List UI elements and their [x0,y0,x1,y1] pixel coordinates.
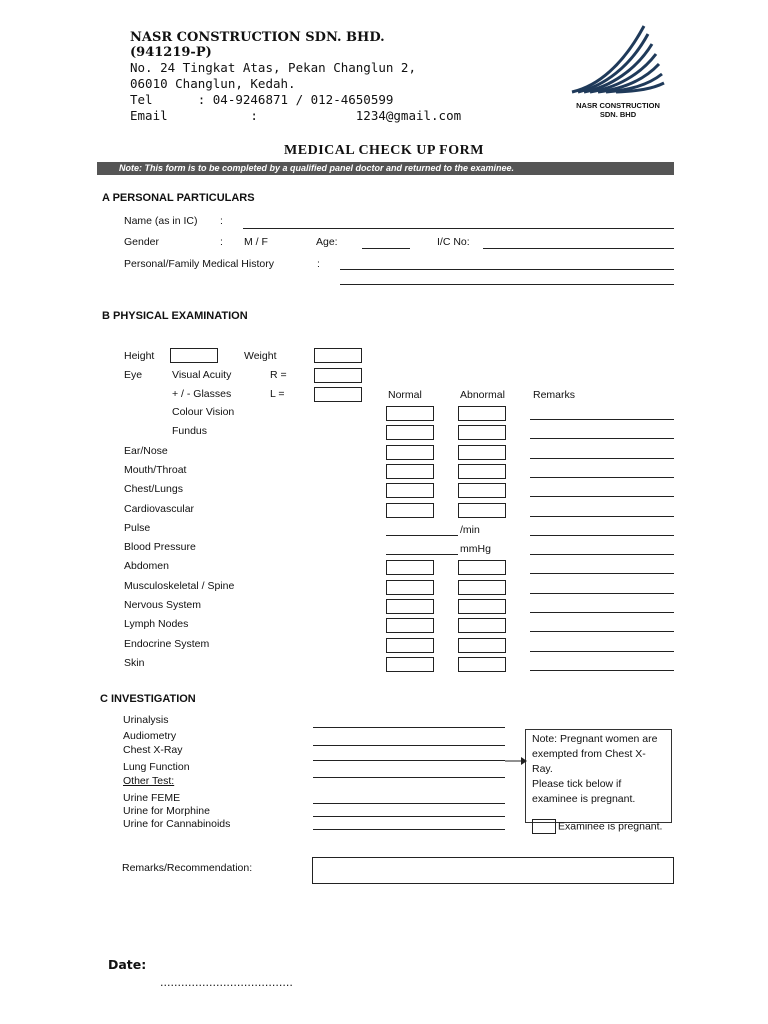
investigation-label: Urine for Morphine [123,805,210,817]
history-colon: : [317,258,320,270]
instruction-banner: Note: This form is to be completed by a qualified panel doctor and returned to the examinee. [97,162,674,175]
normal-box[interactable] [386,445,434,460]
abnormal-box[interactable] [458,580,506,595]
company-address [130,60,461,124]
normal-box[interactable] [386,599,434,614]
date-field[interactable]: ...................................... [160,976,293,989]
investigation-field[interactable] [313,816,505,817]
investigation-label: Urine FEME [123,792,181,804]
note-line: exempted from Chest X-Ray. [532,748,646,775]
age-label: Age: [316,236,338,248]
note-line: Please tick below if [532,778,622,790]
investigation-field[interactable] [313,727,505,728]
investigation-field[interactable] [313,760,505,761]
remarks-field[interactable] [530,593,674,594]
date-label: Date: [108,957,147,972]
remarks-label: Remarks/Recommendation: [122,862,253,874]
section-b-heading: B PHYSICAL EXAMINATION [102,310,248,322]
name-label: Name (as in IC) [124,215,198,227]
exam-row-label: Musculoskeletal / Spine [124,580,235,592]
right-eye-label: R = [270,369,287,381]
remarks-field[interactable] [530,535,674,536]
investigation-label: Lung Function [123,761,190,773]
investigation-field[interactable] [313,829,505,830]
left-eye-label: L = [270,388,285,400]
remarks-field[interactable] [530,516,674,517]
remarks-field[interactable] [530,554,674,555]
investigation-field[interactable] [313,777,505,778]
ic-label: I/C No: [437,236,470,248]
pregnant-row [532,819,665,834]
remarks-field[interactable] [530,458,674,459]
measure-unit: /min [460,524,480,536]
company-name: NASR CONSTRUCTION SDN. BHD. (941219-P) [130,30,385,60]
ic-field[interactable] [483,248,674,249]
name-colon: : [220,215,223,227]
history-label: Personal/Family Medical History [124,258,274,270]
telephone: Tel : 04-9246871 / 012-4650599 [130,92,394,107]
exam-row-label: Fundus [172,425,208,437]
email-partial: Email : 1234@gmail.com [130,108,462,123]
col-remarks: Remarks [533,389,576,401]
pregnant-checkbox[interactable] [532,819,556,834]
left-eye-box[interactable] [314,387,362,402]
normal-box[interactable] [386,580,434,595]
gender-label: Gender [124,236,160,248]
remarks-field[interactable] [530,573,674,574]
remarks-field[interactable] [530,631,674,632]
investigation-field[interactable] [313,745,505,746]
history-field-1[interactable] [340,269,674,270]
abnormal-box[interactable] [458,406,506,421]
height-box[interactable] [170,348,218,363]
visual-acuity-label: Visual Acuity [172,369,232,381]
name-field[interactable] [243,228,674,229]
exam-row-label: Pulse [124,522,151,534]
investigation-field[interactable] [313,803,505,804]
abnormal-box[interactable] [458,425,506,440]
exam-row-label: Ear/Nose [124,445,168,457]
measure-unit: mmHg [460,543,491,555]
investigation-label: Chest X-Ray [123,744,183,756]
normal-box[interactable] [386,464,434,479]
abnormal-box[interactable] [458,464,506,479]
address-line-1: No. 24 Tingkat Atas, Pekan Changlun 2, [130,60,416,75]
arrow-right-icon [505,756,527,766]
normal-box[interactable] [386,483,434,498]
height-label: Height [124,350,155,362]
exam-row-label: Abdomen [124,560,169,572]
abnormal-box[interactable] [458,618,506,633]
section-c-heading: C INVESTIGATION [100,693,196,705]
remarks-field[interactable] [530,496,674,497]
remarks-field[interactable] [530,670,674,671]
gender-options[interactable]: M / F [244,236,268,248]
abnormal-box[interactable] [458,503,506,518]
investigation-label: Other Test: [123,775,175,787]
normal-box[interactable] [386,406,434,421]
remarks-box[interactable] [312,857,674,884]
remarks-field[interactable] [530,438,674,439]
remarks-field[interactable] [530,477,674,478]
gender-colon: : [220,236,223,248]
measure-field[interactable] [386,535,458,536]
exam-row-label: Endocrine System [124,638,210,650]
logo-waves-icon [568,20,668,96]
exam-row-label: Cardiovascular [124,503,195,515]
col-abnormal: Abnormal [460,389,505,401]
letterhead [0,0,768,123]
section-a-heading: A PERSONAL PARTICULARS [102,192,255,204]
measure-field[interactable] [386,554,458,555]
abnormal-box[interactable] [458,657,506,672]
investigation-label: Urine for Cannabinoids [123,818,231,830]
right-eye-box[interactable] [314,368,362,383]
weight-label: Weight [244,350,277,362]
exam-row-label: Mouth/Throat [124,464,187,476]
weight-box[interactable] [314,348,362,363]
remarks-field[interactable] [530,419,674,420]
logo-text-1: NASR CONSTRUCTION [576,101,660,110]
remarks-field[interactable] [530,612,674,613]
remarks-field[interactable] [530,651,674,652]
abnormal-box[interactable] [458,445,506,460]
investigation-label: Audiometry [123,730,177,742]
note-line: Note: Pregnant women are [532,733,658,745]
col-normal: Normal [388,389,422,401]
glasses-label: + / - Glasses [172,388,232,400]
company-logo [568,20,668,119]
note-line: examinee is pregnant. [532,793,636,805]
pregnancy-note [525,729,672,833]
normal-box[interactable] [386,657,434,672]
abnormal-box[interactable] [458,638,506,653]
exam-row-label: Skin [124,657,145,669]
normal-box[interactable] [386,638,434,653]
exam-row-label: Nervous System [124,599,202,611]
exam-row-label: Blood Pressure [124,541,196,553]
normal-box[interactable] [386,560,434,575]
exam-row-label: Lymph Nodes [124,618,189,630]
age-field[interactable] [362,248,410,249]
history-field-2[interactable] [340,284,674,285]
eye-label: Eye [124,369,143,381]
abnormal-box[interactable] [458,599,506,614]
normal-box[interactable] [386,425,434,440]
normal-box[interactable] [386,503,434,518]
exam-row-label: Colour Vision [172,406,235,418]
form-title: MEDICAL CHECK UP FORM [284,143,484,158]
normal-box[interactable] [386,618,434,633]
address-line-2: 06010 Changlun, Kedah. [130,76,296,91]
exam-row-label: Chest/Lungs [124,483,183,495]
logo-text-2: SDN. BHD [599,110,637,119]
abnormal-box[interactable] [458,560,506,575]
pregnant-label: Examinee is pregnant. [558,820,663,833]
investigation-label: Urinalysis [123,714,169,726]
abnormal-box[interactable] [458,483,506,498]
